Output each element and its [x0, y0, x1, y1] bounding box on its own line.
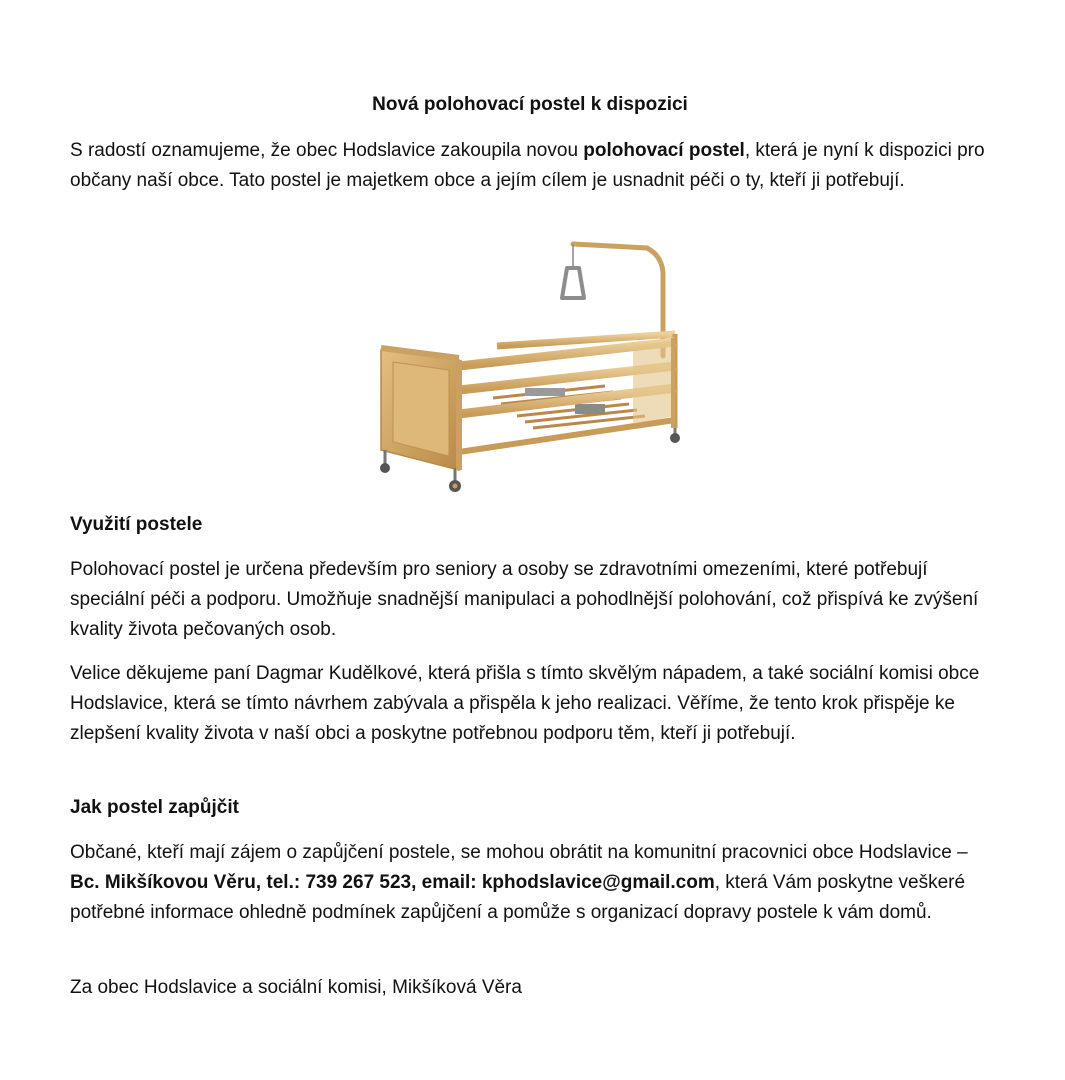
borrow-text-end: , která Vám poskytne veškeré potřebné informace ohledně podmínek zapůjčení a pomůže s organizací dopravy postele k vám domů.	[70, 872, 966, 923]
borrow-heading: Jak postel zapůjčit	[70, 797, 239, 818]
intro-text-end: , která je nyní k dispozici pro občany naší obce. Tato postel je majetkem obce a jejím cílem je usnadnit péči o ty, kteří ji potřebují.	[70, 140, 985, 191]
usage-heading: Využití postele	[70, 514, 203, 535]
contact-details: Bc. Mikšíkovou Věru, tel.: 739 267 523, email: kphodslavice@gmail.com	[70, 872, 715, 893]
intro-bold-term: polohovací postel	[583, 140, 745, 161]
signature: Za obec Hodslavice a sociální komisi, Mikšíková Věra	[70, 977, 522, 998]
page-title: Nová polohovací postel k dispozici	[372, 94, 688, 115]
borrow-paragraph	[70, 838, 990, 928]
hospital-bed-illustration-icon	[375, 238, 695, 496]
intro-paragraph	[70, 136, 990, 196]
intro-text-start: S radostí oznamujeme, že obec Hodslavice zakoupila novou	[70, 140, 584, 161]
usage-paragraph-2: Velice děkujeme paní Dagmar Kudělkové, která přišla s tímto skvělým nápadem, a také sociální komisi obce Hodslavice, která se tímto návrhem zabývala a přispěla k jeho realizaci. Věříme, že tento krok přispěje ke zlepšení kvality života v naší obci a poskytne potřebnou podporu těm, kteří ji potřebují.	[70, 663, 980, 744]
borrow-text-start: Občané, kteří mají zájem o zapůjčení postele, se mohou obrátit na komunitní pracovnici obce Hodslavice –	[70, 842, 968, 863]
bed-image	[375, 238, 695, 496]
usage-paragraph-1: Polohovací postel je určena především pro seniory a osoby se zdravotními omezeními, které potřebují speciální péči a podporu. Umožňuje snadnější manipulaci a pohodlnější polohování, což přispívá ke zvýšení kvality života pečovaných osob.	[70, 559, 979, 640]
